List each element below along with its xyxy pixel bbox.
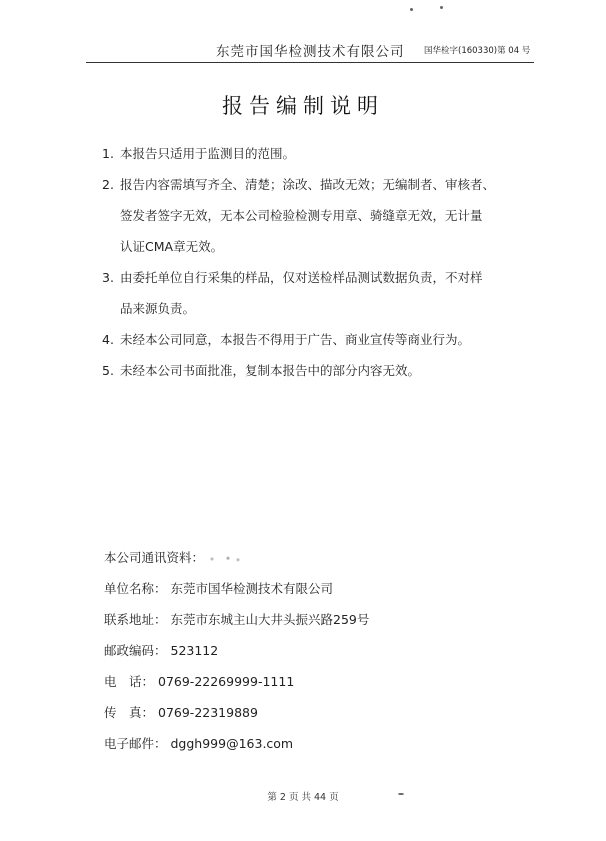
contact-row-company	[104, 573, 524, 604]
contact-label: 电 话：	[104, 674, 155, 689]
note-line: 由委托单位自行采集的样品，仅对送检样品测试数据负责，不对样	[120, 270, 483, 285]
scan-speck	[410, 8, 413, 11]
note-line: 认证CMA章无效。	[120, 239, 224, 254]
contact-value: dggh999@163.com	[170, 736, 294, 751]
note-number: 1.	[102, 146, 114, 161]
contact-heading-text: 本公司通讯资料：	[104, 550, 205, 565]
note-item	[102, 169, 538, 262]
note-number: 5.	[102, 363, 114, 378]
page-footer: 第 2 页 共 44 页	[267, 792, 339, 803]
contact-value: 523112	[170, 643, 219, 658]
contact-info	[104, 542, 524, 759]
note-item	[102, 262, 538, 324]
note-number: 3.	[102, 270, 114, 285]
contact-label: 传 真：	[104, 705, 155, 720]
note-line: 签发者签字无效，无本公司检验检测专用章、骑缝章无效，无计量	[120, 208, 483, 223]
contact-heading	[104, 542, 524, 573]
contact-row-fax	[104, 697, 524, 728]
note-line: 本报告只适用于监测目的范围。	[120, 146, 296, 161]
contact-row-email	[104, 728, 524, 759]
note-item	[102, 355, 538, 386]
note-number: 2.	[102, 177, 114, 192]
note-number: 4.	[102, 332, 114, 347]
contact-label: 邮政编码：	[104, 643, 167, 658]
contact-value: 0769-22319889	[158, 705, 258, 720]
note-item	[102, 138, 538, 169]
note-line: 品来源负责。	[120, 301, 196, 316]
note-line: 报告内容需填写齐全、清楚；涂改、描改无效；无编制者、审核者、	[120, 177, 496, 192]
contact-row-address	[104, 604, 524, 635]
header-document-number: 国华检字(160330)第 04 号	[424, 46, 531, 56]
contact-label: 联系地址：	[104, 612, 167, 627]
header-divider	[86, 62, 534, 63]
scan-smudge	[204, 555, 244, 563]
contact-value: 东莞市国华检测技术有限公司	[170, 581, 334, 596]
header-company-name: 东莞市国华检测技术有限公司	[216, 44, 405, 60]
contact-label: 单位名称：	[104, 581, 167, 596]
contact-value: 东莞市东城主山大井头振兴路259号	[170, 612, 370, 627]
scan-speck	[440, 6, 443, 9]
scan-speck	[398, 793, 404, 795]
note-line: 未经本公司同意，本报告不得用于广告、商业宣传等商业行为。	[120, 332, 471, 347]
contact-value: 0769-22269999-1111	[158, 674, 295, 689]
page-title: 报告编制说明	[222, 94, 384, 118]
note-line: 未经本公司书面批准，复制本报告中的部分内容无效。	[120, 363, 421, 378]
contact-row-postcode	[104, 635, 524, 666]
note-item	[102, 324, 538, 355]
contact-label: 电子邮件：	[104, 736, 167, 751]
contact-row-phone	[104, 666, 524, 697]
notes-list	[102, 138, 538, 386]
